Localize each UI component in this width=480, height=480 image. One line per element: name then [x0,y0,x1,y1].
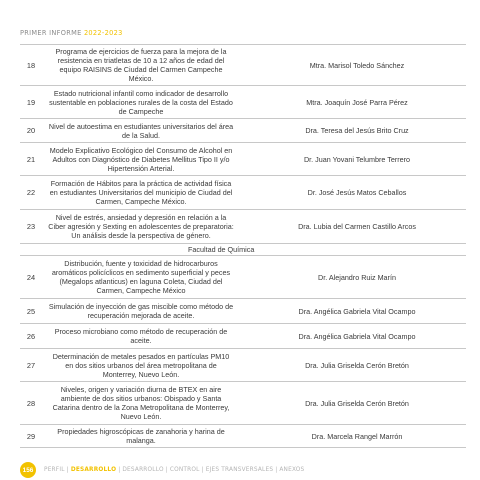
nav-link-desarrollo-active[interactable]: DESARROLLO [70,467,117,473]
row-number: 20 [26,126,36,135]
nav-link-perfil[interactable]: PERFIL [44,467,65,473]
project-author: Dr. Alejandro Ruiz Marín [318,272,396,282]
table-row [20,299,466,324]
section-label: Facultad de Química [20,244,466,256]
table-row [20,45,466,86]
nav-link-anexos[interactable]: ANEXOS [279,467,305,473]
row-number: 25 [26,306,36,316]
project-author: Dra. Angélica Gabriela Vital Ocampo [298,331,416,341]
table-row [20,425,466,448]
project-title: Simulación de inyección de gas miscible como método de recuperación mejorada de aceite. [48,302,234,320]
section-nav [42,467,306,473]
project-author: Dra. Julia Griselda Cerón Bretón [305,360,409,370]
nav-link-ejes-transversales[interactable]: EJES TRANSVERSALES [205,467,274,473]
table-row [20,176,466,210]
row-number: 18 [26,60,36,70]
project-title: Nivel de estrés, ansiedad y depresión en relación a la Ciber agresión y Sexting en adolescentes de preparatoria: Un análisis desde la perspectiva de género. [48,213,234,240]
nav-divider: | [66,467,69,473]
project-title: Programa de ejercicios de fuerza para la mejora de la resistencia en triatletas de 10 a 12 años de edad del equipo RAISINS de Ciudad del Carmen Campeche México. [55,47,227,83]
nav-divider: | [165,467,168,473]
project-author: Dra. Angélica Gabriela Vital Ocampo [298,306,416,316]
report-header-year: 2022-2023 [83,29,123,37]
nav-link-control[interactable]: CONTROL [169,467,200,473]
project-title: Propiedades higroscópicas de zanahoria y harina de malanga. [57,427,225,445]
table-row [20,143,466,176]
nav-divider: | [275,467,278,473]
table-row [20,86,466,119]
projects-table [20,44,466,448]
row-number: 28 [26,398,36,408]
table-row [20,382,466,425]
project-title: Distribución, fuente y toxicidad de hidrocarburos aromáticos policíclicos en sedimento superficial y peces (Megalops atlanticus) en laguna Coleta, Ciudad del Carmen, Campeche México [51,259,231,295]
nav-divider: | [118,467,121,473]
table-row [20,256,466,299]
row-number: 27 [26,360,36,370]
page-number-badge: 156 [20,462,36,478]
project-author: Dr. José Jesús Matos Ceballos [307,188,407,197]
nav-link-desarrollo[interactable]: DESARROLLO [122,467,164,473]
project-author: Dra. Marcela Rangel Marrón [311,431,403,441]
row-number: 24 [26,272,36,282]
report-header-prefix: PRIMER INFORME [20,29,84,37]
table-row [20,324,466,349]
project-title: Modelo Explicativo Ecológico del Consumo de Alcohol en Adultos con Diagnóstico de Diabetes Mellitus Tipo II y/o Hipertensión Arterial. [49,145,233,173]
project-title: Determinación de metales pesados en partículas PM10 en dos sitios urbanos del área metropolitana de Monterrey, Nuevo León. [52,351,230,379]
project-title: Nivel de autoestima en estudiantes universitarios del área de la Salud. [48,121,234,140]
row-number: 22 [26,188,36,197]
project-author: Dra. Lubia del Carmen Castillo Arcos [298,222,416,231]
page-footer [20,462,470,478]
row-number: 21 [26,154,36,164]
project-title: Proceso microbiano como método de recuperación de aceite. [54,327,228,345]
row-number: 19 [26,97,36,107]
table-row [20,210,466,244]
nav-divider: | [201,467,204,473]
table-row [20,119,466,143]
project-author: Mtra. Marisol Toledo Sánchez [309,60,405,70]
project-author: Dr. Juan Yovani Telumbre Terrero [303,154,410,164]
project-title: Formación de Hábitos para la práctica de actividad física en estudiantes Universitarios del municipio de Ciudad del Carmen, Campeche México. [49,179,233,206]
row-number: 26 [26,331,36,341]
project-title: Niveles, origen y variación diurna de BTEX en aire ambiente de dos sitios urbanos: Obispado y Santa Catarina dentro de la Zona Metropolitana de Monterrey, Nuevo León. [52,385,230,421]
project-author: Dra. Teresa del Jesús Brito Cruz [305,126,409,135]
row-number: 29 [26,431,36,441]
row-number: 23 [26,222,36,231]
project-title: Estado nutricional infantil como indicador de desarrollo sustentable en poblaciones rurales de la costa del Estado de Campeche [49,88,233,116]
project-author: Mtra. Joaquín José Parra Pérez [306,97,408,107]
report-header [20,29,123,37]
project-author: Dra. Julia Griselda Cerón Bretón [305,398,409,408]
table-row [20,349,466,382]
